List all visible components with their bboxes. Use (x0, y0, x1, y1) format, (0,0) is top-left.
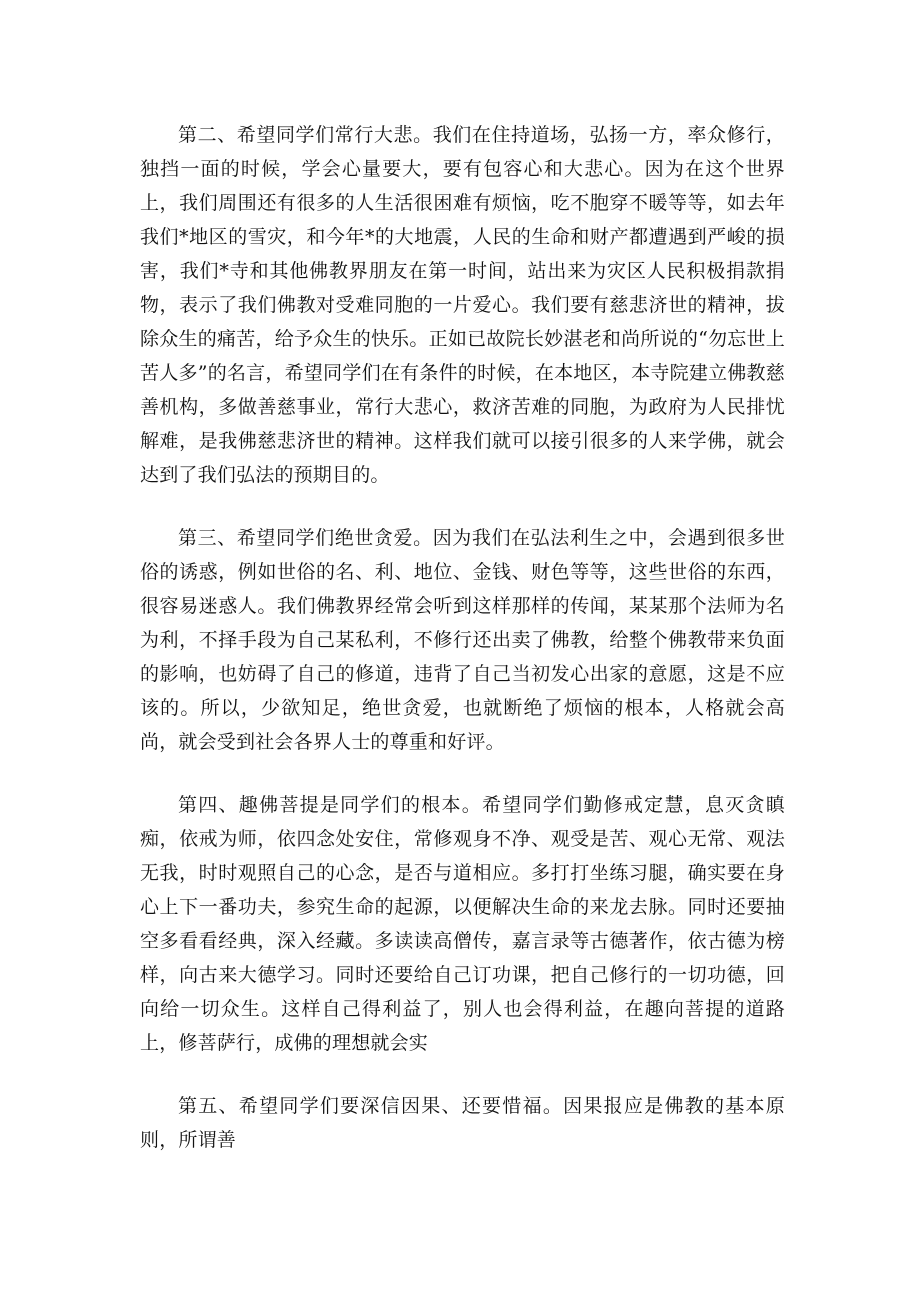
document-body (140, 118, 785, 1157)
paragraph-fourth-hope: 第四、趣佛菩提是同学们的根本。希望同学们勤修戒定慧，息灭贪瞋痴，依戒为师，依四念处安住，常修观身不净、观受是苦、观心无常、观法无我，时时观照自己的心念，是否与道相应。多打打坐练习腿，确实要在身心上下一番功夫，参究生命的起源，以便解决生命的来龙去脉。同时还要抽空多看看经典，深入经藏。多读读高僧传，嘉言录等古德著作，依古德为榜样，向古来大德学习。同时还要给自己订功课，把自己修行的一切功德，回向给一切众生。这样自己得利益了，别人也会得利益，在趣向菩提的道路上，修菩萨行，成佛的理想就会实 (140, 794, 785, 1054)
paragraph-fifth-hope: 第五、希望同学们要深信因果、还要惜福。因果报应是佛教的基本原则，所谓善 (140, 1095, 785, 1151)
paragraph-third-hope: 第三、希望同学们绝世贪爱。因为我们在弘法利生之中，会遇到很多世俗的诱惑，例如世俗的名、利、地位、金钱、财色等等，这些世俗的东西，很容易迷惑人。我们佛教界经常会听到这样那样的传闻，某某那个法师为名为利，不择手段为自己某私利，不修行还出卖了佛教，给整个佛教带来负面的影响，也妨碍了自己的修道，违背了自己当初发心出家的意愿，这是不应该的。所以，少欲知足，绝世贪爱，也就断绝了烦恼的根本，人格就会高尚，就会受到社会各界人士的尊重和好评。 (140, 527, 785, 753)
paragraph-second-hope: 第二、希望同学们常行大悲。我们在住持道场，弘扬一方，率众修行，独挡一面的时候，学会心量要大，要有包容心和大悲心。因为在这个世界上，我们周围还有很多的人生活很困难有烦恼，吃不胞穿不暖等等，如去年我们*地区的雪灾，和今年*的大地震，人民的生命和财产都遭遇到严峻的损害，我们*寺和其他佛教界朋友在第一时间，站出来为灾区人民积极捐款捐物，表示了我们佛教对受难同胞的一片爱心。我们要有慈悲济世的精神，拔除众生的痛苦，给予众生的快乐。正如已故院长妙湛老和尚所说的“勿忘世上苦人多”的名言，希望同学们在有条件的时候，在本地区，本寺院建立佛教慈善机构，多做善慈事业，常行大悲心，救济苦难的同胞，为政府为人民排忧解难，是我佛慈悲济世的精神。这样我们就可以接引很多的人来学佛，就会达到了我们弘法的预期目的。 (140, 124, 785, 486)
